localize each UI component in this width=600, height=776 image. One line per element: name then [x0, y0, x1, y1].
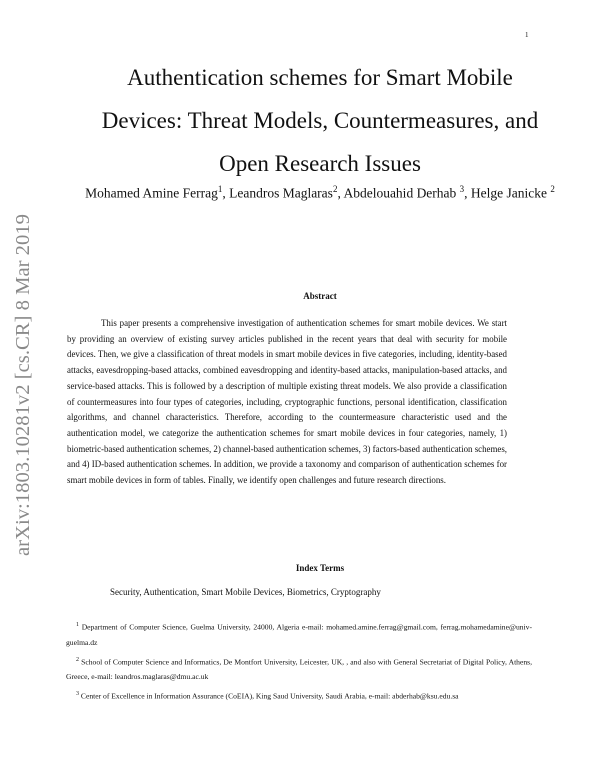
author-separator: ,: [337, 185, 344, 201]
author-separator: ,: [464, 185, 471, 201]
footnote-mark: 3: [76, 691, 79, 698]
affiliation-mark: 2: [550, 184, 555, 194]
footnote-text: Department of Computer Science, Guelma University, 24000, Algeria e-mail: mohamed.amine.ferrag@gmail.com, ferrag.mohamedamine@univ-guelma.dz: [66, 622, 532, 647]
affiliation-mark: 1: [217, 184, 223, 194]
arxiv-stamp-text: arXiv:1803.10281v2 [cs.CR] 8 Mar 2019: [12, 224, 34, 556]
footnote-mark: 2: [76, 656, 79, 663]
author-name: Abdelouahid Derhab: [343, 185, 460, 201]
abstract-text: This paper presents a comprehensive investigation of authentication schemes for smart mobile devices. We start by providing an overview of existing survey articles published in the recent years that deal with security for mobile devices. Then, we give a classification of threat models in smart mobile devices in five categories, including, identity-based attacks, eavesdropping-based attacks, combined eavesdropping and identity-based attacks, manipulation-based attacks, and service-based attacks. This is followed by a description of multiple existing threat models. We also provide a classification of countermeasures into four types of categories, including, cryptographic functions, personal identification, classification algorithms, and channel characteristics. Therefore, according to the countermeasure characteristic used and the authentication model, we categorize the authentication schemes for smart mobile devices in four categories, namely, 1) biometric-based authentication schemes, 2) channel-based authentication schemes, 3) factors-based authentication schemes, and 4) ID-based authentication schemes. In addition, we provide a taxonomy and comparison of authentication schemes for smart mobile devices in form of tables. Finally, we identify open challenges and future research directions.: [67, 318, 507, 486]
title-line: Devices: Threat Models, Countermeasures, and: [101, 108, 539, 133]
title-line: Open Research Issues: [219, 151, 421, 176]
author-name: Helge Janicke: [470, 185, 551, 201]
footnote-text: School of Computer Science and Informatics, De Montfort University, Leicester, UK, , and also with General Secretariat of Digital Policy, Athens, Greece, e-mail: leandros.maglaras@dmu.ac.uk: [66, 657, 532, 682]
footnote: [66, 653, 532, 685]
footnote-text: Center of Excellence in Information Assurance (CoEIA), King Saud University, Saudi Arabia, e-mail: abderhab@ksu.edu.sa: [79, 691, 459, 701]
footnote: [66, 687, 532, 704]
author-name: Mohamed Amine Ferrag: [85, 185, 218, 201]
index-terms-heading: Index Terms: [295, 563, 345, 573]
author-separator: ,: [222, 185, 230, 201]
author-list: [60, 178, 580, 205]
affiliation-mark: 3: [459, 184, 465, 194]
author-name: Leandros Maglaras: [229, 185, 333, 201]
arxiv-stamp: [6, 212, 36, 558]
footnote-mark: 1: [76, 622, 79, 628]
affiliation-mark: 2: [332, 184, 338, 194]
footnotes: [66, 618, 532, 707]
abstract-heading: Abstract: [303, 291, 337, 301]
title-line: Authentication schemes for Smart Mobile: [127, 65, 513, 90]
index-terms-text: Security, Authentication, Smart Mobile Devices, Biometrics, Cryptography: [110, 587, 381, 597]
page-number: 1: [525, 31, 529, 39]
paper-title: [60, 56, 580, 185]
footnote: [66, 618, 532, 650]
